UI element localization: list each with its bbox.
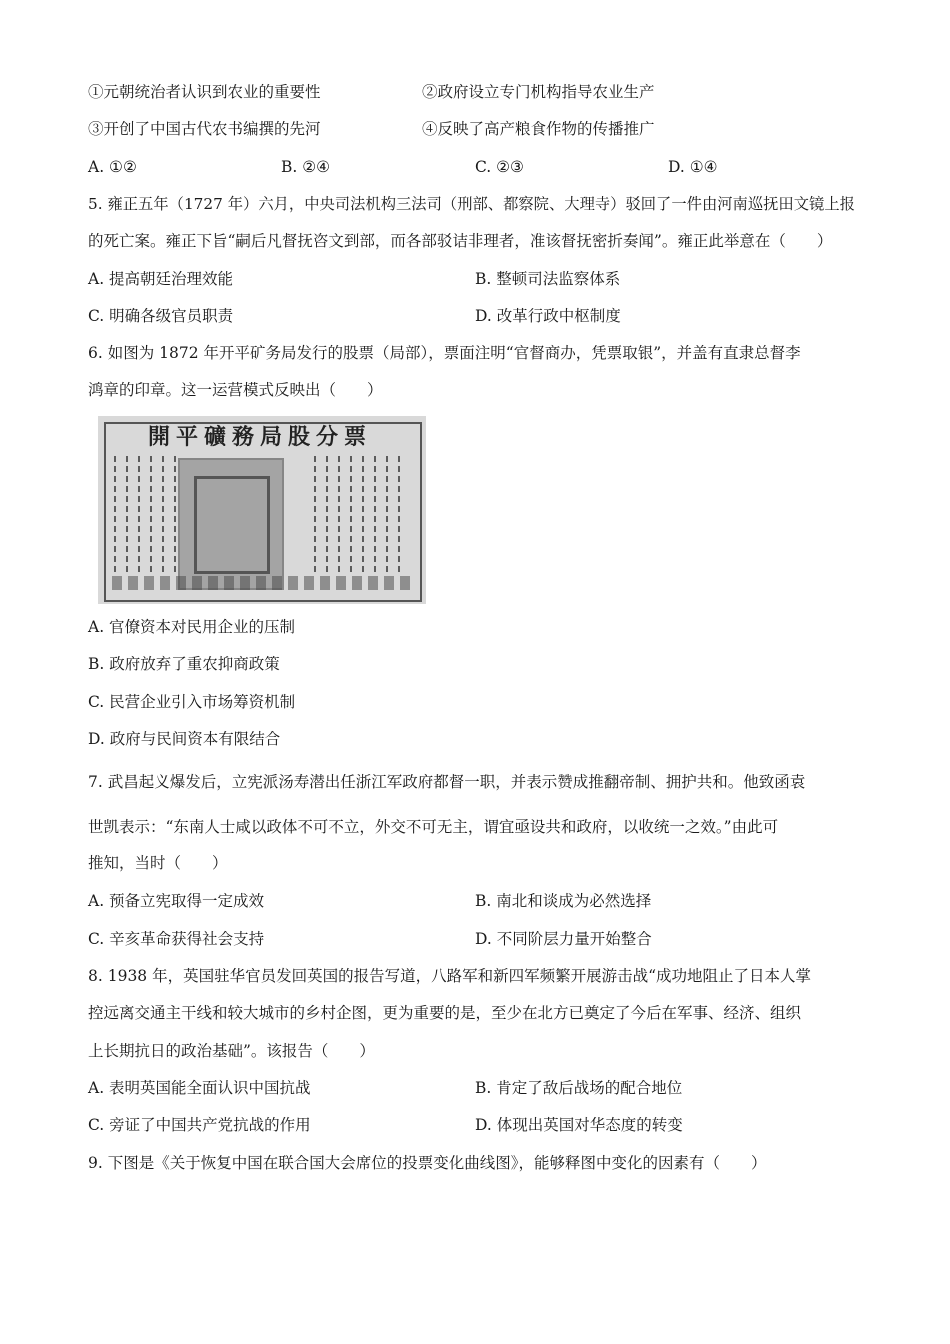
q7-stem-line-3: 推知，当时（ ） (88, 854, 228, 872)
q8-option-a: A. 表明英国能全面认识中国抗战 (88, 1079, 311, 1097)
q7-option-b: B. 南北和谈成为必然选择 (475, 892, 652, 910)
stock-footer-row (112, 576, 412, 590)
q5-stem-line-2: 的死亡案。雍正下旨“嗣后凡督抚咨文到部，而各部驳诘非理者，准该督抚密折奏闻”。雍正此举意在（ ） (88, 232, 833, 250)
q6-option-d: D. 政府与民间资本有限结合 (88, 730, 281, 748)
stock-seal-inner (194, 476, 270, 574)
q8-stem-line-1: 8. 1938 年，英国驻华官员发回英国的报告写道，八路军和新四军频繁开展游击战“成功地阻止了日本人掌 (88, 967, 812, 985)
q6-option-b: B. 政府放弃了重农抑商政策 (88, 655, 280, 673)
q6-option-c: C. 民营企业引入市场筹资机制 (88, 693, 296, 711)
q5-option-a: A. 提高朝廷治理效能 (88, 270, 234, 288)
q5-stem-line-1: 5. 雍正五年（1727 年）六月，中央司法机构三法司（刑部、都察院、大理寺）驳回了一件由河南巡抚田文镜上报 (88, 195, 855, 213)
q7-option-c: C. 辛亥革命获得社会支持 (88, 930, 265, 948)
prev-statement-4: ④反映了高产粮食作物的传播推广 (422, 120, 655, 138)
q5-option-b: B. 整顿司法监察体系 (475, 270, 621, 288)
q8-stem-line-2: 控远离交通主干线和较大城市的乡村企图，更为重要的是，至少在北方已奠定了今后在军事、经济、组织 (88, 1004, 802, 1022)
q6-stem-line-2: 鸿章的印章。这一运营模式反映出（ ） (88, 381, 383, 399)
prev-option-d: D. ①④ (668, 158, 718, 176)
q8-option-c: C. 旁证了中国共产党抗战的作用 (88, 1116, 311, 1134)
q5-option-d: D. 改革行政中枢制度 (475, 307, 621, 325)
q8-stem-line-3: 上长期抗日的政治基础”。该报告（ ） (88, 1042, 375, 1060)
q8-option-b: B. 肯定了敌后战场的配合地位 (475, 1079, 683, 1097)
q6-option-a: A. 官僚资本对民用企业的压制 (88, 618, 296, 636)
q7-option-d: D. 不同阶层力量开始整合 (475, 930, 652, 948)
prev-option-c: C. ②③ (475, 158, 524, 176)
prev-statement-3: ③开创了中国古代农书编撰的先河 (88, 120, 321, 138)
q7-stem-line-2: 世凯表示：“东南人士咸以政体不可不立，外交不可无主，谓宜亟设共和政府，以收统一之效。”由此可 (88, 818, 779, 836)
prev-option-a: A. ①② (88, 158, 137, 176)
q5-option-c: C. 明确各级官员职责 (88, 307, 234, 325)
q8-option-d: D. 体现出英国对华态度的转变 (475, 1116, 683, 1134)
q6-stem-line-1: 6. 如图为 1872 年开平矿务局发行的股票（局部），票面注明“官督商办，凭票取银”，并盖有直隶总督李 (88, 344, 801, 362)
q9-stem-line-1: 9. 下图是《关于恢复中国在联合国大会席位的投票变化曲线图》，能够释图中变化的因素有（ ） (88, 1154, 767, 1172)
q7-stem-line-1: 7. 武昌起义爆发后，立宪派汤寿潜出任浙江军政府都督一职，并表示赞成推翻帝制、拥护共和。他致函袁 (88, 773, 806, 791)
stock-title: 開平礦務局股分票 (147, 424, 372, 450)
prev-option-b: B. ②④ (281, 158, 331, 176)
prev-statement-1: ①元朝统治者认识到农业的重要性 (88, 83, 321, 101)
prev-statement-2: ②政府设立专门机构指导农业生产 (422, 83, 655, 101)
stock-certificate-image (98, 416, 426, 604)
q7-option-a: A. 预备立宪取得一定成效 (88, 892, 265, 910)
